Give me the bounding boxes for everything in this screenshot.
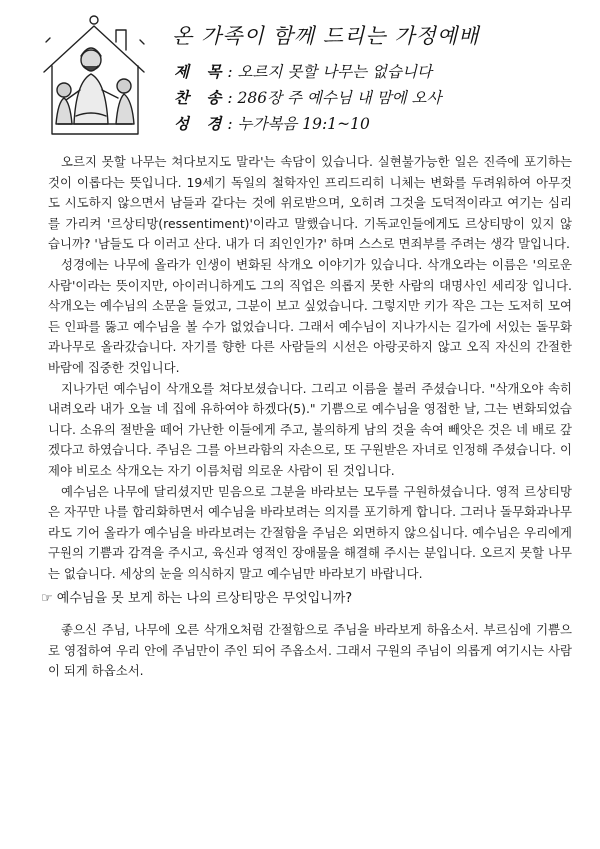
subject-label: 제 목 xyxy=(174,62,228,81)
paragraph-4: 예수님은 나무에 달리셨지만 믿음으로 그분을 바라보는 모두를 구원하셨습니다. 영적 르상티망은 자꾸만 나를 합리화하면서 예수님을 바라보려는 의지를 포기하게 합니다. 그러나 돌무화과나무라도 기어 올라가 예수님을 바라보려는 간절함을 주님은 외면하지 않으십니다. 예수님은 우리에게 구원의 기쁨과 감격을 주시고, 육신과 영적인 장애물을 해결해 주시는 분입니다. 오르지 못할 나무는 없습니다. 세상의 눈을 의식하지 말고 예수님만 바라보기 바랍니다. xyxy=(48,483,572,581)
family-worship-illustration xyxy=(36,12,156,140)
subject-line xyxy=(174,60,432,82)
reflection-question: ☞ 예수님을 못 보게 하는 나의 르상티망은 무엇입니까? xyxy=(41,591,353,607)
hymn-label: 찬 송 xyxy=(174,88,228,107)
scripture-line xyxy=(174,112,370,134)
paragraph-3: 지나가던 예수님이 삭개오를 쳐다보셨습니다. 그리고 이름을 불러 주셨습니다. "삭개오야 속히 내려오라 내가 오늘 네 집에 유하여야 하겠다(5)." 기쁨으로 예수님을 영접한 날, 그는 변화되었습니다. 소유의 절반을 떼어 가난한 이들에게 주고, 불의하게 남의 것을 속여 빼앗은 것은 네 배로 갚겠다고 하였습니다. 주님은 그를 아브라함의 자손으로, 또 구원받은 자녀로 인정해 주셨습니다. 이제야 비로소 삭개오는 자기 이름처럼 의로운 사람이 된 것입니다. xyxy=(48,380,572,478)
page-title: 온 가족이 함께 드리는 가정예배 xyxy=(172,24,480,48)
paragraph-2: 성경에는 나무에 올라가 인생이 변화된 삭개오 이야기가 있습니다. 삭개오라는 이름은 '의로운 사람'이라는 뜻이지만, 아이러니하게도 그의 직업은 의롭지 못한 사람의 대명사인 세리장 입니다. 삭개오는 예수님의 소문을 들었고, 그분이 보고 싶었습니다. 그렇지만 키가 작은 그는 도저히 모여든 인파를 뚫고 예수님을 볼 수가 없었습니다. 그래서 예수님이 지나가시는 길가에 서있는 돌무화과나무로 올라갔습니다. 자기를 향한 다른 사람들의 시선은 아랑곳하지 않고 오직 자신의 간절한 바람에 집중한 것입니다. xyxy=(48,256,572,375)
closing-prayer: 좋으신 주님, 나무에 오른 삭개오처럼 간절함으로 주님을 바라보게 하옵소서. 부르심에 기쁨으로 영접하여 우리 안에 주님만이 주인 되어 주옵소서. 그래서 구원의 주님이 의롭게 여기시는 사람이 되게 하옵소서. xyxy=(48,622,572,679)
hymn-line xyxy=(174,86,441,108)
subject-text: : 오르지 못할 나무는 없습니다 xyxy=(227,63,432,81)
hymn-text: : 286장 주 예수님 내 맘에 오사 xyxy=(227,89,442,107)
scripture-label: 성 경 xyxy=(174,114,228,133)
header xyxy=(36,12,576,142)
paragraph-1: 오르지 못할 나무는 쳐다보지도 말라'는 속담이 있습니다. 실현불가능한 일은 진즉에 포기하는 것이 이롭다는 뜻입니다. 19세기 독일의 철학자인 프리드리히 니체는 변화를 두려워하여 아무것도 시도하지 않으면서 남들과 같다는 것에 위로받으며, 오히려 그것을 도덕적이라고 여기는 심리를 가리켜 '르상티망(ressentiment)'이라고 말했습니다. 기독교인들에게도 르상티망이 있지 않습니까? '남들도 다 이러고 산다. 내가 더 죄인인가?' 하며 스스로 면죄부를 주려는 생각 말입니다. xyxy=(48,154,572,252)
scripture-text: : 누가복음 19:1~10 xyxy=(227,115,370,133)
sermon-body xyxy=(41,152,572,682)
